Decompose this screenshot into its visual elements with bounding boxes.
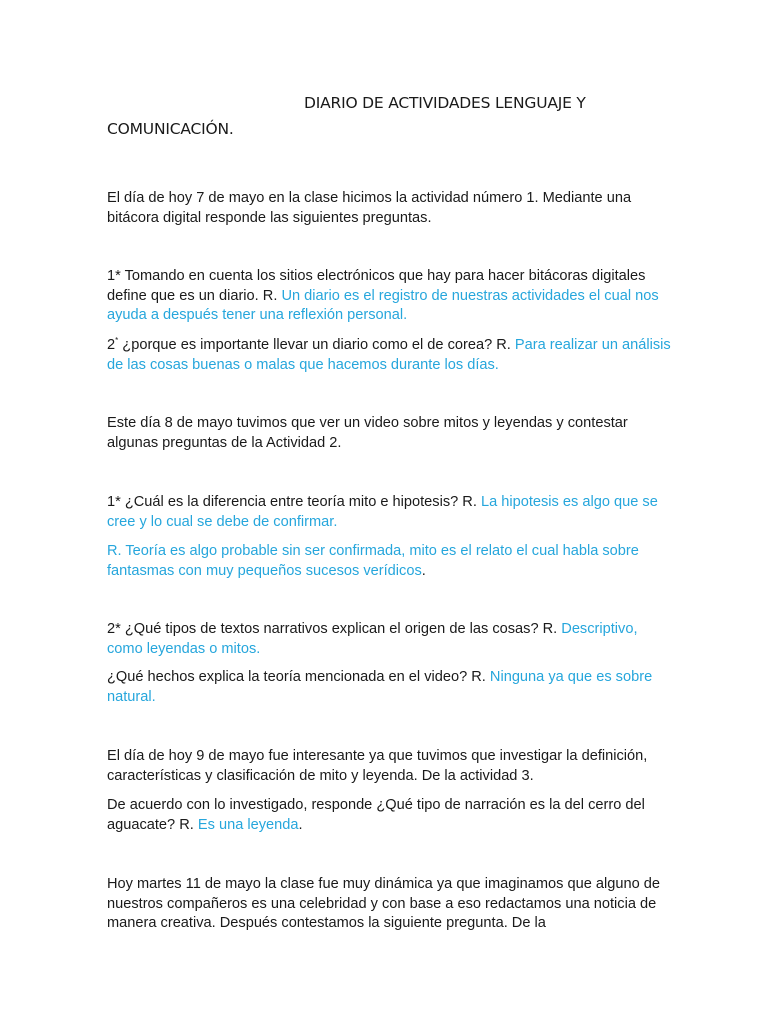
activity2-question1	[107, 493, 677, 532]
question-text: 2* ¿Qué tipos de textos narrativos explican el origen de las cosas? R.	[107, 621, 562, 637]
day8-paragraph: Este día 8 de mayo tuvimos que ver un video sobre mitos y leyendas y contestar algunas preguntas de la Actividad 2.	[107, 415, 628, 451]
day11-paragraph: Hoy martes 11 de mayo la clase fue muy dinámica ya que imaginamos que alguno de nuestros compañeros es una celebridad y con base a eso redactamos una noticia de manera creativa. Después contestamos la siguiente pregunta. De la	[107, 876, 660, 931]
document-title-line2: COMUNICACIÓN.	[107, 120, 234, 138]
answer-text: Para realizar un análisis de las cosas buenas o malas que hacemos durante los días.	[107, 337, 671, 373]
intro-paragraph: El día de hoy 7 de mayo en la clase hicimos la actividad número 1. Mediante una bitácora digital responde las siguientes preguntas.	[107, 190, 632, 226]
answer-period: .	[298, 816, 303, 833]
answer-text: La hipotesis es algo que se cree y lo cual se debe de confirmar.	[107, 494, 658, 530]
question-star: *	[115, 336, 119, 345]
question-text: 1* ¿Cuál es la diferencia entre teoría mito e hipotesis? R.	[107, 494, 481, 510]
question-text: ¿Qué hechos explica la teoría mencionada en el video? R.	[107, 669, 490, 685]
answer-text: Un diario es el registro de nuestras actividades el cual nos ayuda a después tener una reflexión personal.	[107, 287, 659, 323]
question-number: 2	[107, 337, 116, 353]
answer-text: Es una leyenda	[197, 816, 299, 833]
activity1-question2	[107, 336, 677, 375]
answer-text: Descriptivo, como leyendas o mitos.	[107, 621, 638, 657]
question-text: ¿porque es importante llevar un diario como el de corea? R.	[118, 337, 515, 353]
question-text: 1* Tomando en cuenta los sitios electrónicos que hay para hacer bitácoras digitales define que es un diario. R.	[107, 268, 646, 304]
answer-text: Teoría es algo probable sin ser confirmada, mito es el relato el cual habla sobre fantasmas con muy pequeños sucesos verídicos	[107, 543, 639, 579]
activity1-question1	[107, 267, 677, 326]
activity2-question2	[107, 620, 677, 659]
day9-paragraph: El día de hoy 9 de mayo fue interesante ya que tuvimos que investigar la definición, características y clasificación de mito y leyenda. De la actividad 3.	[107, 748, 648, 784]
activity2-answer1b	[107, 542, 677, 581]
activity2-question3	[107, 668, 677, 707]
answer-period: .	[421, 562, 426, 579]
activity3-question1	[107, 796, 677, 835]
answer-text: Ninguna ya que es sobre natural.	[107, 669, 653, 705]
question-text: De acuerdo con lo investigado, responde ¿Qué tipo de narración es la del cerro del aguacate? R.	[107, 797, 645, 833]
document-title-line1: DIARIO DE ACTIVIDADES LENGUAJE Y	[304, 94, 586, 112]
answer-label: R.	[107, 543, 126, 559]
